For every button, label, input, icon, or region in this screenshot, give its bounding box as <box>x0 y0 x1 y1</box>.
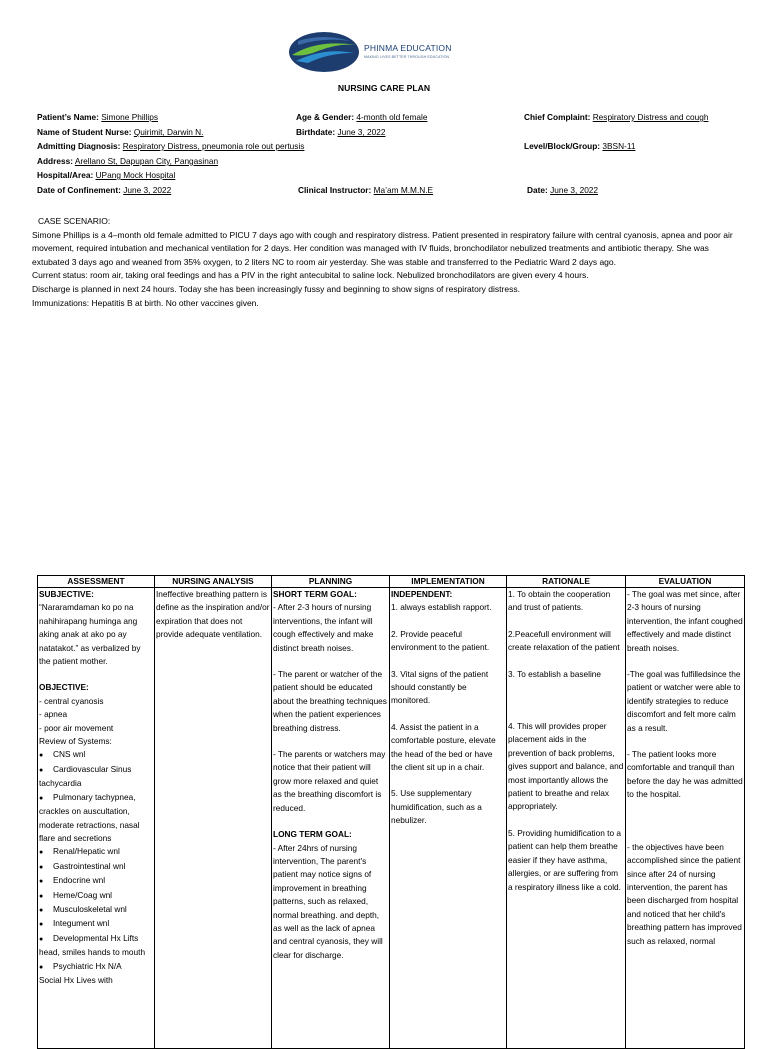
cell-rationale <box>507 588 626 1049</box>
evaluation-item: - The patient looks more comfortable and tranquil than before the day he was admitted to the hospital. <box>627 749 743 800</box>
field-age-gender: Age & Gender: 4-month old female <box>296 112 428 122</box>
field-admitting-diagnosis: Admitting Diagnosis: Respiratory Distress, pneumonia role out pertusis <box>37 141 305 151</box>
ros-item: ● Cardiovascular Sinus tachycardia <box>39 763 153 791</box>
phinma-logo <box>288 31 483 73</box>
case-scenario-paragraph: Current status: room air, taking oral feedings and has a PIV in the right antecubital to saline lock. Nebulized bronchodilators are given every 4 hours. <box>32 270 589 281</box>
cell-assessment <box>38 588 155 1049</box>
ros-item: ● Psychiatric Hx N/A <box>39 960 153 974</box>
objective-label: OBJECTIVE: <box>39 682 89 693</box>
long-term-goal-item: - After 24hrs of nursing intervention, The parent's patient may notice signs of improvement in breathing patterns, such as relaxed, normal breathing. and depth, as well as the lack of apnea and central cyanosis, they will clear for discharge. <box>273 842 383 960</box>
case-scenario-heading: CASE SCENARIO: <box>38 216 111 226</box>
ros-item: ● Developmental Hx Lifts head, smiles hands to mouth <box>39 932 153 960</box>
evaluation-item: - the objectives have been accomplished since the patient since after 24 of nursing intervention, the parent has been discharged from hospital and noticed that her child's breathing pattern has improved such as relaxed, normal <box>627 841 742 946</box>
cell-nursing-analysis <box>155 588 272 1049</box>
short-term-goal-label: SHORT TERM GOAL: <box>273 589 357 599</box>
header-assessment: ASSESSMENT <box>38 576 155 588</box>
social-hx: Social Hx Lives with <box>39 974 113 985</box>
case-scenario-paragraph: Simone Phillips is a 4–month old female admitted to PICU 7 days ago with cough and respiratory distress. Patient presented in respiratory failure with central cyanosis, apnea and poor air movement, required intubation and mechanical ventilation for 2 days. Her condition was managed with IV fluids, bronchodilator nebulized treatments and antibiotic therapy. She was extubated 3 days ago and weaned from 35% oxygen, to 2 liters NC to room air yesterday. She was stable and transferred to the Pediatric Ward 2 days ago. <box>32 229 733 267</box>
rationale-item: 5. Providing humidification to a patient can help them breathe easier if they have asthma, allergies, or are suffering from a respiratory illness like a cold. <box>508 827 621 892</box>
ros-item: ● Gastrointestinal wnl <box>39 860 153 874</box>
objective-line: - apnea <box>39 709 68 720</box>
analysis-text: Ineffective breathing pattern is define as the inspiration and/or expiration that does not provide adequate ventilation. <box>156 589 270 640</box>
ros-item: ● Integument wnl <box>39 917 153 931</box>
case-scenario-paragraph: Immunizations: Hepatitis B at birth. No other vaccines given. <box>32 297 259 308</box>
field-clinical-instructor: Clinical Instructor: Ma’am M.M.N.E <box>298 185 434 195</box>
objective-line: Review of Systems: <box>39 736 112 747</box>
field-date-confinement: Date of Confinement: June 3, 2022 <box>37 185 172 195</box>
short-term-goal-item: - The parent or watcher of the patient should be educated about the breathing techniques when the patient experiences breathing distress. <box>273 669 387 733</box>
subjective-text: “Nararamdaman ko po na nahihirapang huminga ang aking anak at ako po ay natatakot.” as verbalized by the patient mother. <box>39 602 141 667</box>
independent-label: INDEPENDENT: <box>391 589 453 599</box>
short-term-goal-item: - The parents or watchers may notice that their patient will grow more relaxed and quiet as the breathing discomfort is reduced. <box>273 749 386 813</box>
implementation-item: 3. Vital signs of the patient should constantly be monitored. <box>391 668 489 706</box>
rationale-item: 1. To obtain the cooperation and trust of patients. <box>508 589 611 613</box>
header-planning: PLANNING <box>272 576 390 588</box>
field-level-block-group: Level/Block/Group: 3BSN-11 <box>524 141 636 151</box>
ros-item: ● Musculoskeletal wnl <box>39 903 153 917</box>
objective-line: - central cyanosis <box>39 695 104 706</box>
table-row <box>38 588 745 1049</box>
case-scenario-paragraph: Discharge is planned in next 24 hours. Today she has been increasingly fussy and beginning to show signs of respiratory distress. <box>32 283 520 294</box>
ros-item: ● CNS wnl <box>39 748 153 762</box>
field-chief-complaint: Chief Complaint: Respiratory Distress and cough <box>524 112 709 122</box>
rationale-item: 4. This will provides proper placement aids in the prevention of back problems, gives support and balance, and most importantly allows the patient to breathe and relax appropriately. <box>508 721 624 812</box>
evaluation-item: -The goal was fulfilledsince the patient or watcher were able to identify strategies to reduce discomfort and felt more calm as a result. <box>627 669 741 733</box>
implementation-item: 1. always establish rapport. <box>391 602 492 613</box>
subjective-label: SUBJECTIVE: <box>39 589 94 599</box>
care-plan-table <box>37 575 745 1049</box>
field-hospital-area: Hospital/Area: UPang Mock Hospital <box>37 170 176 180</box>
implementation-item: 5. Use supplementary humidification, such as a nebulizer. <box>391 788 482 826</box>
implementation-item: 4. Assist the patient in a comfortable posture, elevate the head of the bed or have the client sit up in a chair. <box>391 721 496 773</box>
logo-tagline: MAKING LIVES BETTER THROUGH EDUCATION <box>364 55 450 59</box>
case-scenario <box>32 215 744 310</box>
field-address: Address: Arellano St, Dapupan City, Pangasinan <box>37 156 219 166</box>
short-term-goal-item: - After 2-3 hours of nursing interventions, the infant will cough effectively and make distinct breath noises. <box>273 602 374 653</box>
field-date: Date: June 3, 2022 <box>527 185 599 195</box>
page-title: NURSING CARE PLAN <box>337 83 431 93</box>
logo-brand-text: PHINMA EDUCATION <box>364 43 452 53</box>
field-birthdate: Birthdate: June 3, 2022 <box>296 127 386 137</box>
rationale-item: 2.Peacefull environment will create relaxation of the patient <box>508 628 620 653</box>
header-evaluation: EVALUATION <box>626 576 745 588</box>
header-nursing-analysis: NURSING ANALYSIS <box>155 576 272 588</box>
ros-item: ● Heme/Coag wnl <box>39 889 153 903</box>
table-header-row <box>38 576 745 588</box>
evaluation-item: - The goal was met since, after 2-3 hours of nursing intervention, the infant coughed effectively and made distinct breath noises. <box>627 589 743 653</box>
field-student-nurse: Name of Student Nurse: Quirimit, Darwin N. <box>37 127 204 137</box>
header-rationale: RATIONALE <box>507 576 626 588</box>
field-patient-name: Patient’s Name: Simone Phillips <box>37 112 158 122</box>
ros-item: ● Endocrine wnl <box>39 874 153 888</box>
cell-implementation <box>390 588 507 1049</box>
objective-line: - poor air movement <box>39 722 114 733</box>
cell-evaluation <box>626 588 745 1049</box>
long-term-goal-label: LONG TERM GOAL: <box>273 829 352 840</box>
header-implementation: IMPLEMENTATION <box>390 576 507 588</box>
ros-item: ● Pulmonary tachypnea, crackles on auscultation, moderate retractions, nasal flare and secretions <box>39 791 153 846</box>
cell-planning <box>272 588 390 1049</box>
rationale-item: 3. To establish a baseline <box>508 668 602 679</box>
phinma-seal-icon <box>288 31 360 73</box>
ros-item: ● Renal/Hepatic wnl <box>39 845 153 859</box>
implementation-item: 2. Provide peaceful environment to the patient. <box>391 628 490 653</box>
